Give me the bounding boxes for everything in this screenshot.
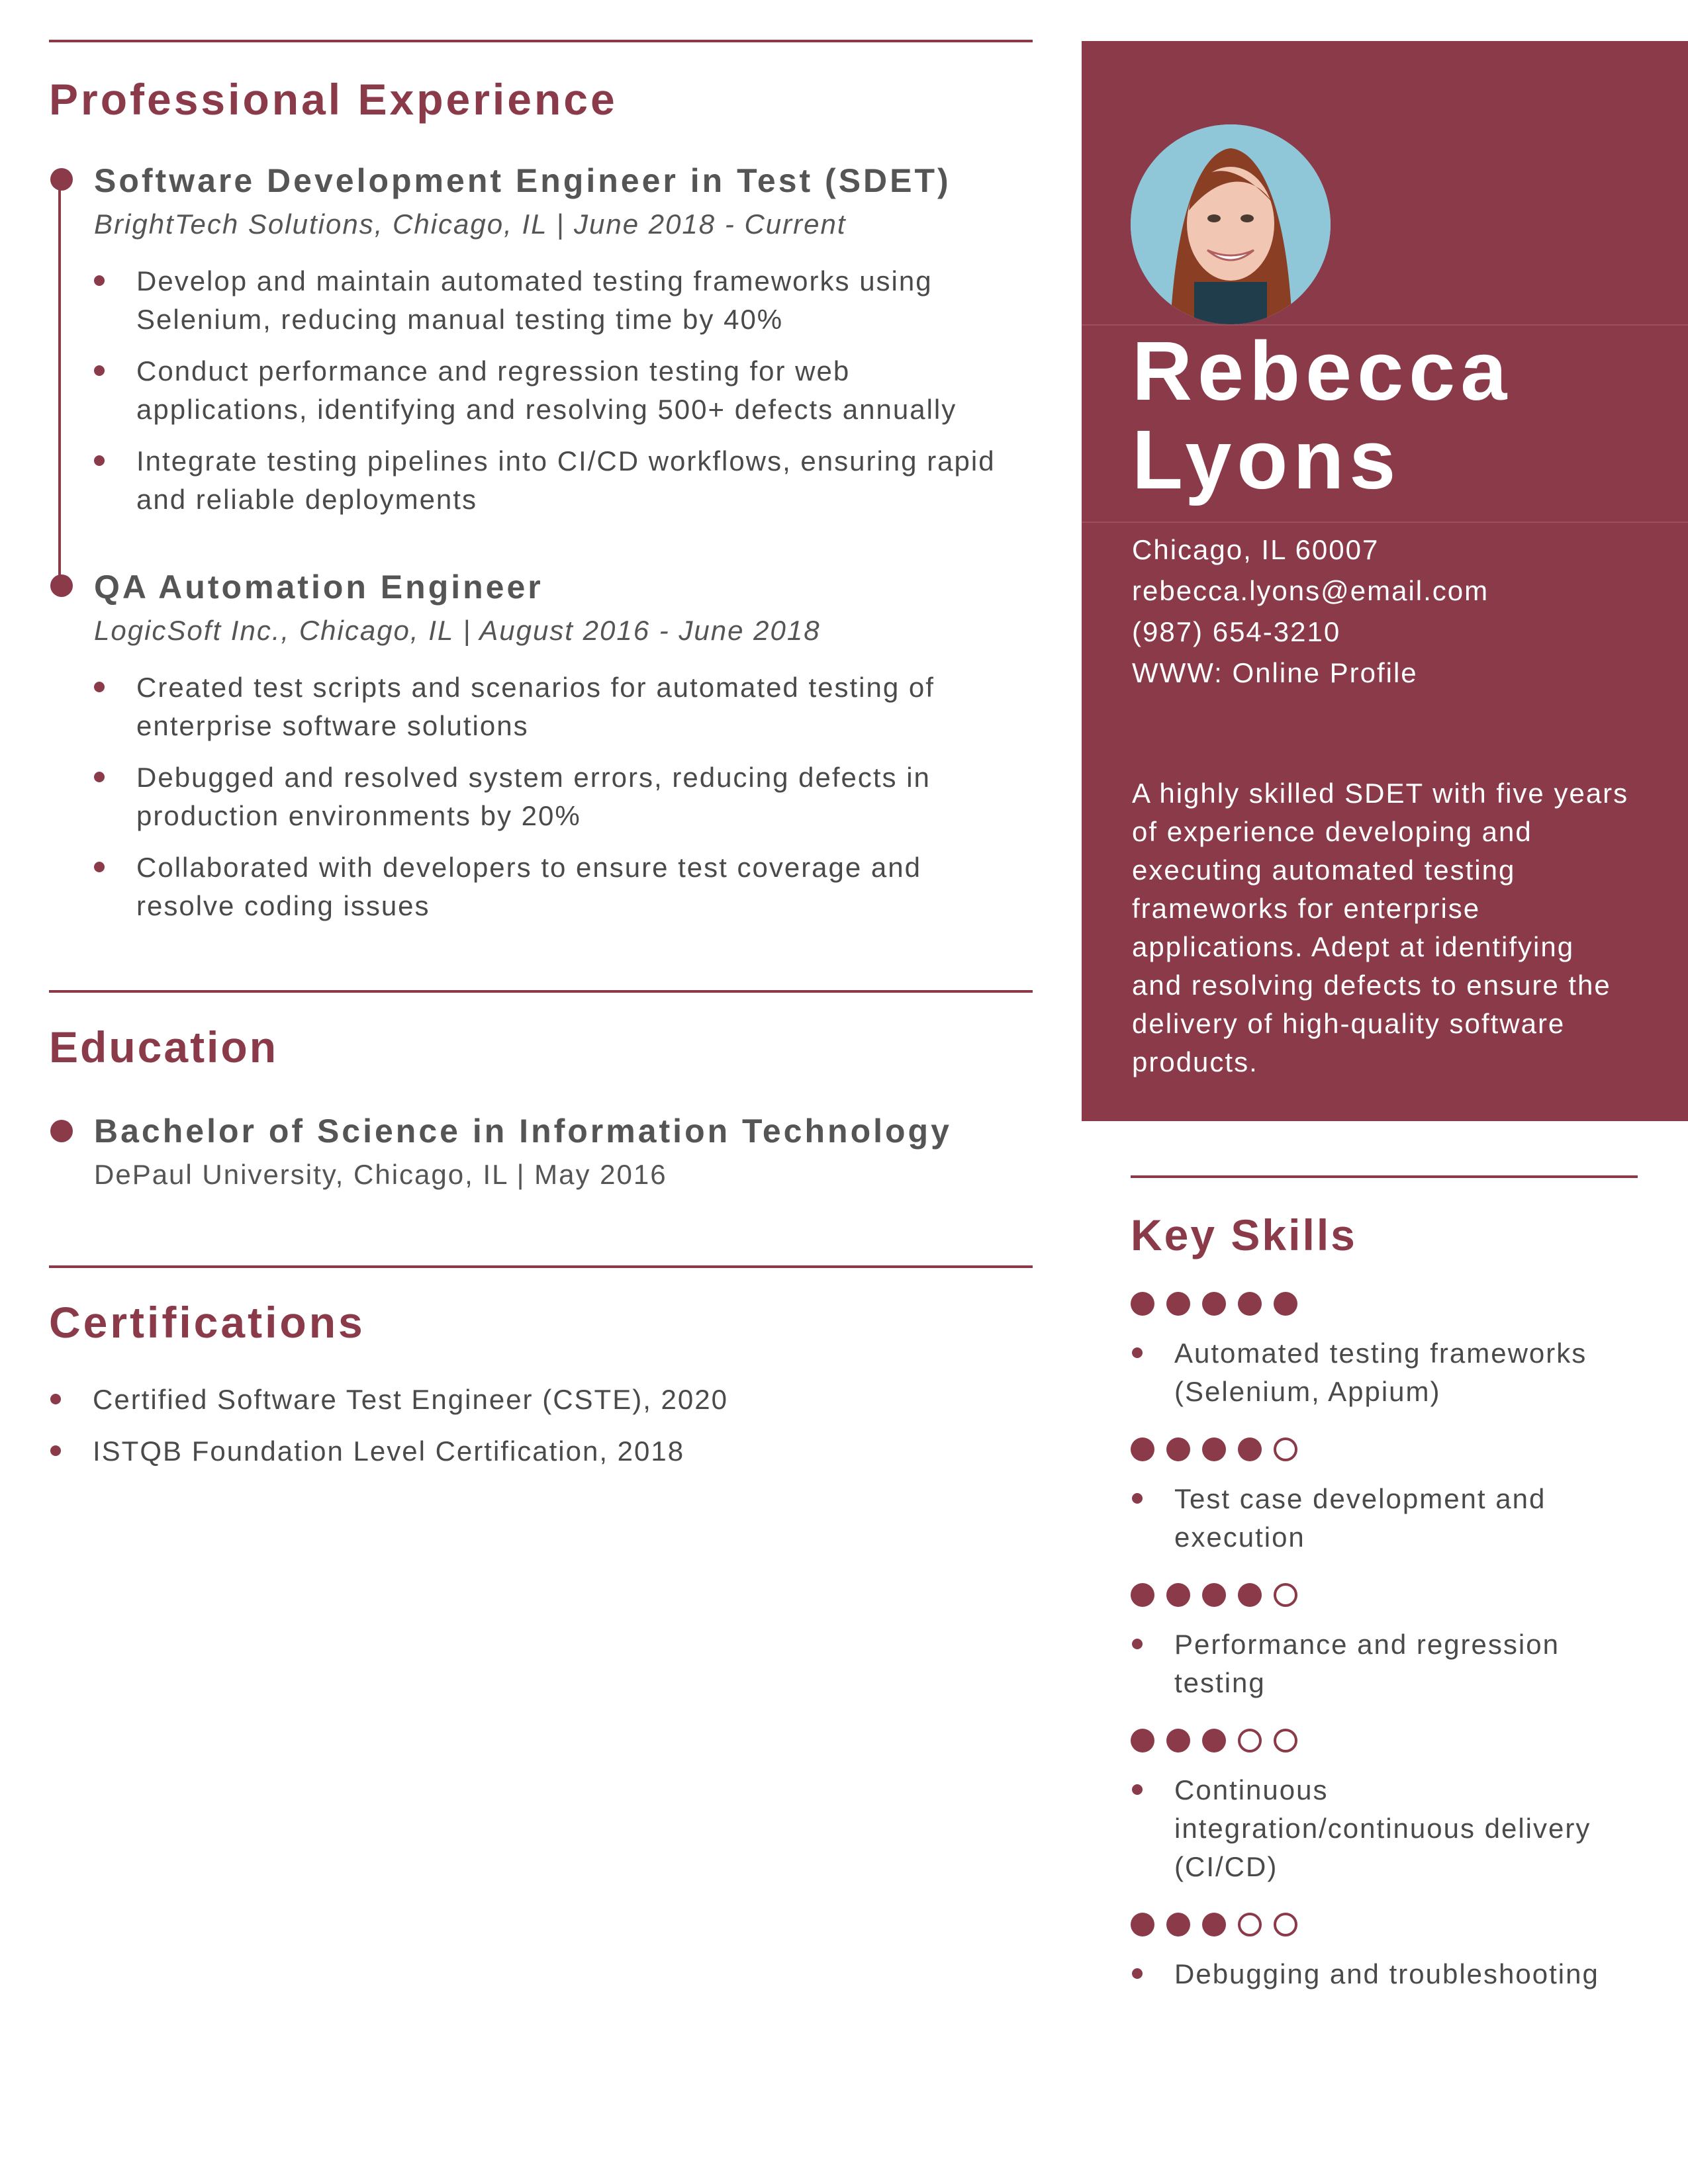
- bullet-icon: [94, 455, 105, 466]
- list-item: Integrate testing pipelines into CI/CD workflows, ensuring rapid and reliable deployments: [94, 442, 1033, 519]
- section-rule: [1131, 1175, 1638, 1178]
- company-name: LogicSoft Inc.: [94, 615, 281, 646]
- website-link[interactable]: Online Profile: [1232, 657, 1418, 688]
- candidate-name: Rebecca Lyons: [1132, 324, 1513, 506]
- skill-rating: [1131, 1583, 1638, 1607]
- rating-dot-filled: [1166, 1583, 1190, 1607]
- timeline-node: [50, 168, 73, 191]
- rating-dot-empty: [1274, 1729, 1297, 1752]
- skill-item: Automated testing frameworks (Selenium, Appium): [1131, 1292, 1638, 1411]
- timeline-node: [50, 574, 73, 597]
- bullet-icon: [94, 862, 105, 872]
- left-column: [49, 40, 1033, 1471]
- skills-title: Key Skills: [1131, 1210, 1357, 1259]
- job-bullets: [94, 668, 1033, 925]
- bullet-icon: [94, 772, 105, 782]
- company-name: BrightTech Solutions: [94, 208, 375, 240]
- section-rule: [49, 40, 1033, 42]
- skill-item: Continuous integration/continuous delivery (CI/CD): [1131, 1729, 1638, 1886]
- list-item: Develop and maintain automated testing frameworks using Selenium, reducing manual testing time by 40%: [94, 262, 1033, 339]
- skill-rating: [1131, 1437, 1638, 1461]
- website-row: [1132, 653, 1489, 694]
- rating-dot-empty: [1274, 1583, 1297, 1607]
- school-meta: DePaul University, Chicago, IL | May 2016: [94, 1159, 667, 1190]
- bullet-icon: [1132, 1784, 1143, 1795]
- email-link[interactable]: rebecca.lyons@email.com: [1132, 575, 1489, 606]
- rating-dot-filled: [1131, 1913, 1154, 1936]
- list-item: ISTQB Foundation Level Certification, 2018: [49, 1432, 1033, 1471]
- rating-dot-filled: [1238, 1583, 1262, 1607]
- rating-dot-empty: [1238, 1729, 1262, 1752]
- bullet-icon: [50, 1394, 61, 1404]
- rating-dot-filled: [1238, 1292, 1262, 1316]
- job-title: Software Development Engineer in Test (SDET): [94, 162, 951, 199]
- list-item: Conduct performance and regression testing for web applications, identifying and resolving 500+ defects annually: [94, 352, 1033, 429]
- job-2: [49, 565, 1033, 925]
- list-item: Created test scripts and scenarios for automated testing of enterprise software solutions: [94, 668, 1033, 745]
- rating-dot-filled: [1166, 1729, 1190, 1752]
- rating-dot-filled: [1202, 1437, 1226, 1461]
- rating-dot-filled: [1131, 1292, 1154, 1316]
- bullet-icon: [94, 365, 105, 376]
- address: Chicago, IL 60007: [1132, 534, 1380, 565]
- rating-dot-filled: [1131, 1583, 1154, 1607]
- job-title: QA Automation Engineer: [94, 569, 543, 606]
- profile-photo: [1131, 124, 1331, 324]
- timeline-node: [50, 1120, 73, 1142]
- job-location-dates: , Chicago, IL | June 2018 - Current: [374, 208, 847, 240]
- job-bullets: [94, 262, 1033, 519]
- bullet-icon: [1132, 1968, 1143, 1979]
- job-1: [49, 159, 1033, 519]
- rating-dot-filled: [1202, 1292, 1226, 1316]
- contact-info: [1132, 529, 1489, 694]
- skill-rating: [1131, 1729, 1638, 1752]
- skill-item: Debugging and troubleshooting: [1131, 1913, 1638, 1993]
- bullet-icon: [94, 682, 105, 692]
- list-item: Certified Software Test Engineer (CSTE), 2020: [49, 1381, 1033, 1419]
- experience-title: Professional Experience: [49, 75, 618, 124]
- phone-number: (987) 654-3210: [1132, 616, 1341, 647]
- section-rule: [49, 990, 1033, 993]
- experience-timeline: [49, 159, 1033, 925]
- list-item: Debugged and resolved system errors, reducing defects in production environments by 20%: [94, 758, 1033, 835]
- list-item: Collaborated with developers to ensure test coverage and resolve coding issues: [94, 848, 1033, 925]
- website-label: WWW:: [1132, 657, 1223, 688]
- rating-dot-filled: [1131, 1729, 1154, 1752]
- education-entry: [49, 1109, 1033, 1197]
- bullet-icon: [1132, 1493, 1143, 1504]
- degree-title: Bachelor of Science in Information Technology: [94, 1113, 952, 1150]
- skill-item: Performance and regression testing: [1131, 1583, 1638, 1702]
- rating-dot-filled: [1202, 1583, 1226, 1607]
- key-skills: [1131, 1175, 1638, 1993]
- education-title: Education: [49, 1023, 279, 1071]
- bullet-icon: [50, 1445, 61, 1456]
- job-meta: [94, 609, 1033, 653]
- rating-dot-empty: [1274, 1437, 1297, 1461]
- rating-dot-filled: [1202, 1729, 1226, 1752]
- skill-rating: [1131, 1913, 1638, 1936]
- panel-divider: [1082, 522, 1688, 523]
- rating-dot-filled: [1166, 1913, 1190, 1936]
- profile-summary: A highly skilled SDET with five years of experience developing and executing automated testing frameworks for enterprise applications. Adept at identifying and resolving defects to ensure the delivery of high-quality software products.: [1132, 778, 1629, 1077]
- rating-dot-filled: [1166, 1437, 1190, 1461]
- profile-panel: [1082, 41, 1688, 1121]
- skill-list: [1131, 1292, 1638, 1993]
- rating-dot-filled: [1131, 1437, 1154, 1461]
- bullet-icon: [1132, 1347, 1143, 1358]
- job-meta: [94, 203, 1033, 246]
- skill-rating: [1131, 1292, 1638, 1316]
- bullet-icon: [1132, 1639, 1143, 1649]
- skill-item: Test case development and execution: [1131, 1437, 1638, 1557]
- rating-dot-filled: [1166, 1292, 1190, 1316]
- section-rule: [49, 1265, 1033, 1268]
- job-location-dates: , Chicago, IL | August 2016 - June 2018: [281, 615, 821, 646]
- certifications-title: Certifications: [49, 1298, 365, 1347]
- rating-dot-empty: [1274, 1913, 1297, 1936]
- bullet-icon: [94, 275, 105, 286]
- rating-dot-filled: [1238, 1437, 1262, 1461]
- rating-dot-filled: [1202, 1913, 1226, 1936]
- rating-dot-filled: [1274, 1292, 1297, 1316]
- certification-list: [49, 1381, 1033, 1471]
- rating-dot-empty: [1238, 1913, 1262, 1936]
